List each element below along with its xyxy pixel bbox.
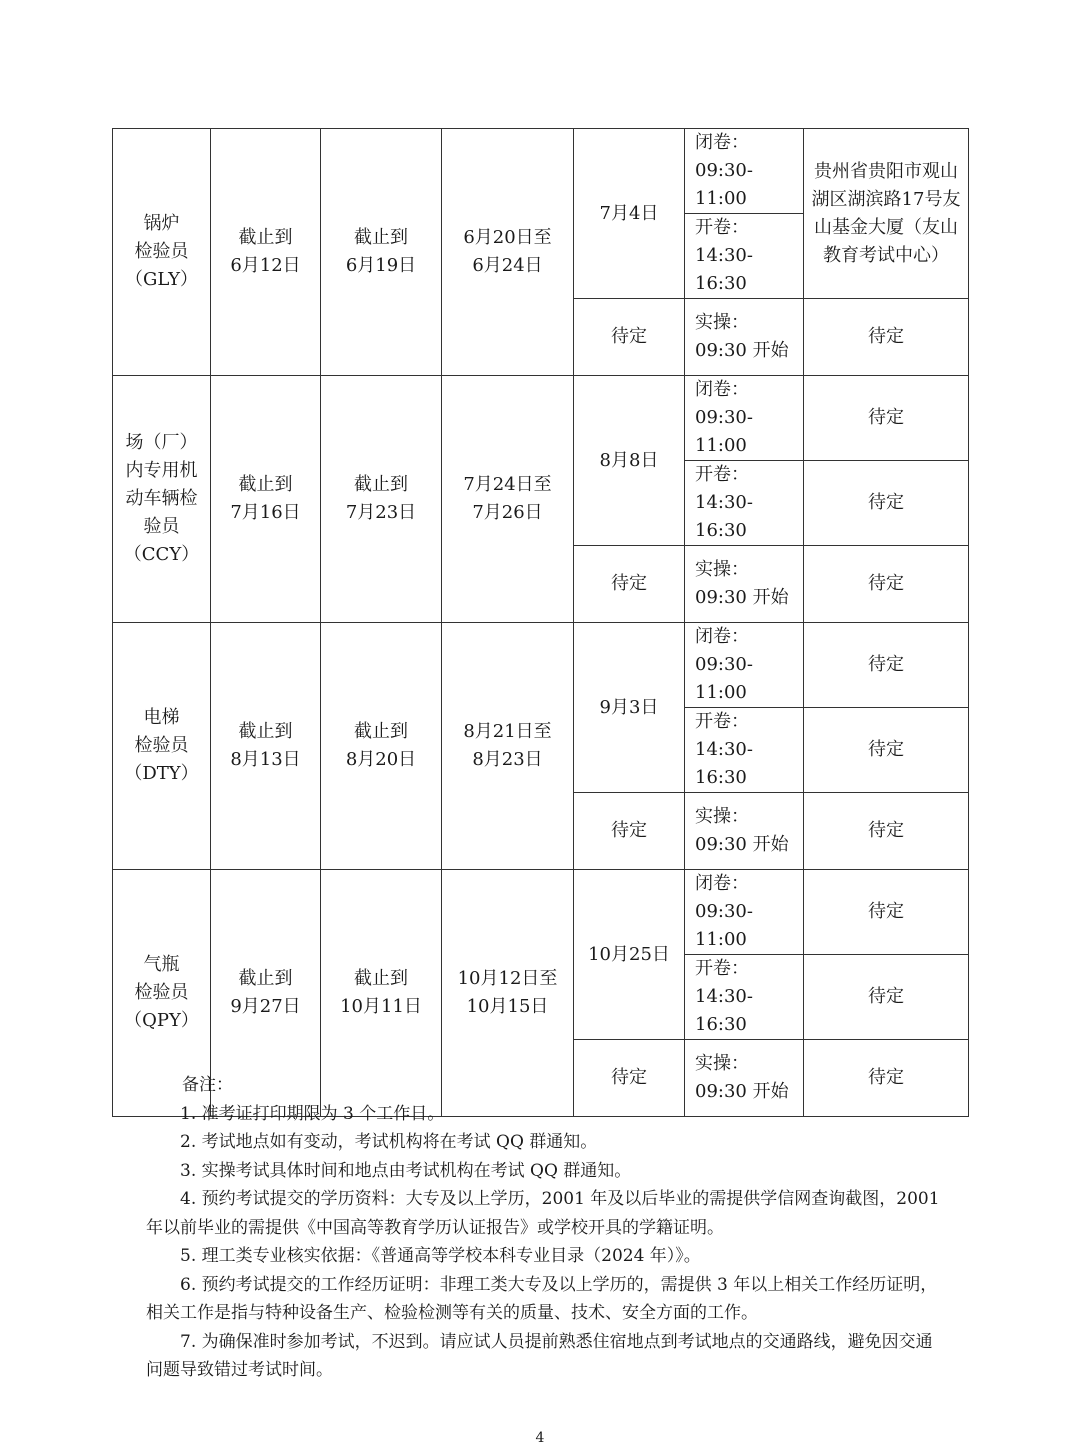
payment-deadline-cell: 截止到 10月11日 <box>321 870 442 1117</box>
venue-cell: 待定 <box>804 376 969 461</box>
exam-date-cell: 9月3日 <box>574 623 685 793</box>
venue-cell: 待定 <box>804 955 969 1040</box>
session-cell: 实操： 09:30 开始 <box>685 546 804 623</box>
venue-cell: 待定 <box>804 793 969 870</box>
session-cell: 开卷： 14:30-16:30 <box>685 708 804 793</box>
session-cell: 实操： 09:30 开始 <box>685 299 804 376</box>
register-deadline-cell: 截止到 7月16日 <box>211 376 321 623</box>
session-cell: 闭卷： 09:30-11:00 <box>685 870 804 955</box>
print-period-cell: 6月20日至 6月24日 <box>442 129 574 376</box>
register-deadline-cell: 截止到 8月13日 <box>211 623 321 870</box>
practical-date-cell: 待定 <box>574 299 685 376</box>
exam-date-cell: 10月25日 <box>574 870 685 1040</box>
note-item: 7. 为确保准时参加考试，不迟到。请应试人员提前熟悉住宿地点到考试地点的交通路线，避免因交通问题导致错过考试时间。 <box>146 1331 933 1380</box>
note-item: 5. 理工类专业核实依据：《普通高等学校本科专业目录（2024 年）》。 <box>180 1246 701 1266</box>
payment-deadline-cell: 截止到 6月19日 <box>321 129 442 376</box>
venue-cell: 贵州省贵阳市观山湖区湖滨路17号友山基金大厦（友山教育考试中心） <box>804 129 969 299</box>
page-number: 4 <box>535 1430 545 1446</box>
payment-deadline-cell: 截止到 7月23日 <box>321 376 442 623</box>
print-period-cell: 10月12日至 10月15日 <box>442 870 574 1117</box>
session-cell: 闭卷： 09:30-11:00 <box>685 129 804 214</box>
notes-heading: 备注： <box>182 1075 233 1095</box>
notes-section <box>146 1071 946 1385</box>
session-cell: 开卷： 14:30-16:30 <box>685 955 804 1040</box>
session-cell: 闭卷： 09:30-11:00 <box>685 623 804 708</box>
venue-cell: 待定 <box>804 461 969 546</box>
session-cell: 实操： 09:30 开始 <box>685 1040 804 1117</box>
category-cell: 气瓶 检验员 （QPY） <box>113 870 211 1117</box>
venue-cell: 待定 <box>804 546 969 623</box>
session-cell: 实操： 09:30 开始 <box>685 793 804 870</box>
category-cell: 锅炉 检验员 （GLY） <box>113 129 211 376</box>
table-row <box>113 376 969 461</box>
print-period-cell: 7月24日至 7月26日 <box>442 376 574 623</box>
session-cell: 开卷： 14:30-16:30 <box>685 214 804 299</box>
venue-cell: 待定 <box>804 870 969 955</box>
register-deadline-cell: 截止到 6月12日 <box>211 129 321 376</box>
venue-cell: 待定 <box>804 1040 969 1117</box>
note-item: 3. 实操考试具体时间和地点由考试机构在考试 QQ 群通知。 <box>180 1160 632 1181</box>
venue-cell: 待定 <box>804 623 969 708</box>
payment-deadline-cell: 截止到 8月20日 <box>321 623 442 870</box>
category-cell: 电梯 检验员 （DTY） <box>113 623 211 870</box>
register-deadline-cell: 截止到 9月27日 <box>211 870 321 1117</box>
exam-date-cell: 7月4日 <box>574 129 685 299</box>
note-item: 4. 预约考试提交的学历资料：大专及以上学历，2001 年及以后毕业的需提供学信网查询截图，2001 年以前毕业的需提供《中国高等教育学历认证报告》或学校开具的学籍证明。 <box>146 1189 940 1238</box>
print-period-cell: 8月21日至 8月23日 <box>442 623 574 870</box>
category-cell: 场（厂） 内专用机 动车辆检 验员 （CCY） <box>113 376 211 623</box>
venue-cell: 待定 <box>804 708 969 793</box>
note-item: 2. 考试地点如有变动，考试机构将在考试 QQ 群通知。 <box>180 1132 598 1152</box>
practical-date-cell: 待定 <box>574 1040 685 1117</box>
practical-date-cell: 待定 <box>574 546 685 623</box>
venue-cell: 待定 <box>804 299 969 376</box>
session-cell: 开卷： 14:30-16:30 <box>685 461 804 546</box>
table-row <box>113 870 969 955</box>
table-row <box>113 623 969 708</box>
note-item: 6. 预约考试提交的工作经历证明：非理工类大专及以上学历的，需提供 3 年以上相关工作经历证明，相关工作是指与特种设备生产、检验检测等有关的质量、技术、安全方面的工作。 <box>146 1274 938 1323</box>
practical-date-cell: 待定 <box>574 793 685 870</box>
note-item: 1. 准考证打印期限为 3 个工作日。 <box>180 1103 445 1124</box>
session-cell: 闭卷： 09:30-11:00 <box>685 376 804 461</box>
exam-schedule-table <box>112 128 969 1117</box>
exam-date-cell: 8月8日 <box>574 376 685 546</box>
table-row <box>113 129 969 214</box>
